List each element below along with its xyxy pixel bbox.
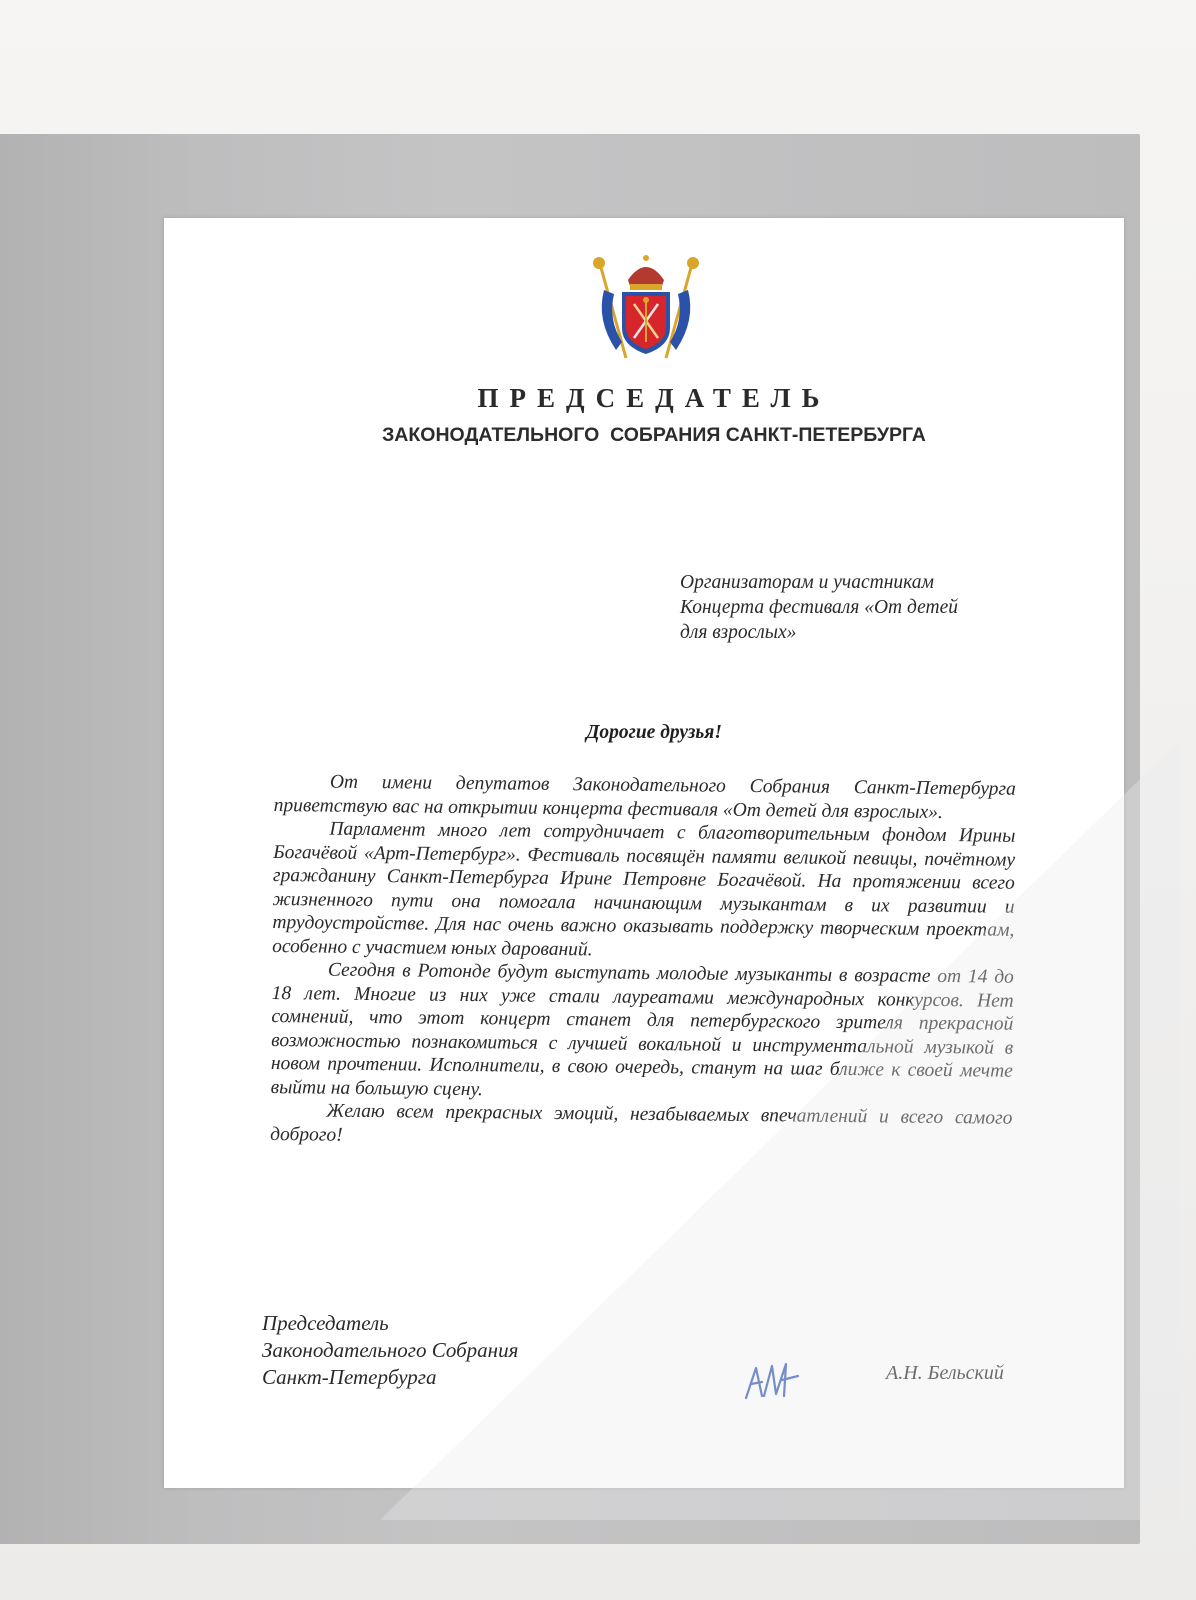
- addressee-block: [680, 570, 1020, 645]
- letterhead-subtitle: ЗАКОНОДАТЕЛЬНОГО СОБРАНИЯ САНКТ-ПЕТЕРБУРГА: [382, 424, 926, 446]
- addressee-line: для взрослых»: [680, 622, 797, 643]
- signer-name: А.Н. Бельский: [886, 1362, 1004, 1384]
- body-paragraph: Сегодня в Ротонде будут выступать молодые музыканты в возрасте от 14 до 18 лет. Многие из них уже стали лауреатами международных конкурсов. Нет сомнений, что этот концерт станет для петербургского зрителя прекрасной возможностью познакомиться с лучшей вокальной и инструментальной музыкой в новом прочтении. Исполнители, в свою очередь, станут на шаг ближе к своей мечте выйти на большую сцену.: [270, 959, 1014, 1100]
- saint-petersburg-emblem-icon: [586, 250, 706, 370]
- body-paragraph: От имени депутатов Законодательного Собрания Санкт-Петербурга приветствую вас на открытии концерта фестиваля «От детей для взрослых».: [273, 771, 1016, 823]
- greeting: Дорогие друзья!: [586, 722, 722, 743]
- body-paragraph: Парламент много лет сотрудничает с благотворительным фондом Ирины Богачёвой «Арт-Петербург». Фестиваль посвящён памяти великой певицы, почётному гражданину Санкт-Петербурга Ирине Петровне Богачёвой. На протяжении всего жизненного пути она помогала начинающим музыкантам в их развитии и трудоустройстве. Для нас очень важно оказывать поддержку творческим проектам, особенно с участием юных дарований.: [272, 818, 1016, 960]
- folder-left-panel: [0, 134, 190, 1544]
- body-paragraph: Желаю всем прекрасных эмоций, незабываемых впечатлений и всего самого доброго!: [270, 1100, 1013, 1146]
- addressee-line: Организаторам и участникам: [680, 572, 934, 593]
- position-line: Законодательного Собрания: [262, 1338, 519, 1362]
- addressee-line: Концерта фестиваля «От детей: [680, 597, 958, 618]
- position-line: Председатель: [262, 1311, 389, 1335]
- position-line: Санкт-Петербурга: [262, 1365, 437, 1389]
- letterhead-title: ПРЕДСЕДАТЕЛЬ: [477, 383, 831, 413]
